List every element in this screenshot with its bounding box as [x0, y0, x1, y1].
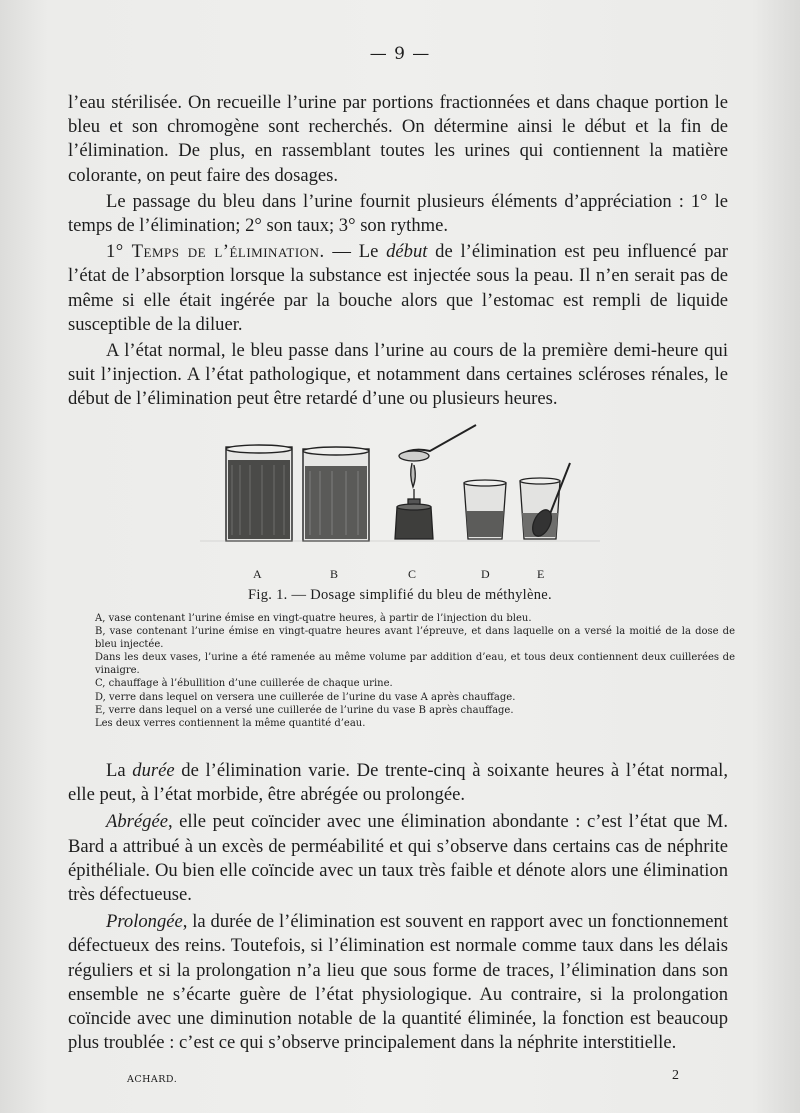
duree-start: La	[106, 760, 133, 781]
legend-line-d: D, verre dans lequel on versera une cuillerée de l’urine du vase A après chauffage.	[95, 691, 516, 703]
legend-line-vases: Dans les deux vases, l’urine a été ramenée au même volume par addition d’eau, et tous deux contiennent deux cuillerées de vinaigre.	[95, 652, 735, 677]
section-dash: — Le	[324, 241, 387, 263]
figure-caption: Fig. 1. — Dosage simplifié du bleu de méthylène.	[248, 587, 552, 603]
vase-b	[303, 447, 369, 541]
figure-illustration	[0, 415, 800, 590]
legend-line-verres: Les deux verres contiennent la même quantité d’eau.	[95, 717, 366, 729]
paragraph-passage: Le passage du bleu dans l’urine fournit plusieurs éléments d’appréciation : 1° le temps de l’élimination; 2° son taux; 3° son rythme.	[68, 190, 728, 237]
footer-signature-mark: 2	[672, 1068, 679, 1083]
body-text-bottom	[68, 759, 728, 1055]
section-rest: de l’élimination est peu influencé par l’état de l’absorption lorsque la substance est injectée sous la peau. Il n’en serait pas de même si elle était ingérée par la bouche alors que l’estomac est rempli de liquide susceptible de la diluer.	[68, 241, 728, 335]
paragraph-duree	[68, 759, 728, 807]
prolongee-rest: , la durée de l’élimination est souvent en rapport avec un fonctionnement défectueux des reins. Toutefois, si l’élimination est normale comme taux dans les délais réguliers et si la prolongation n’a lieu que sous forme de traces, l’élimination dans son ensemble ne s’écarte guère de l’état physiologique. Au contraire, si la prolongation coïncide avec une diminution notable de la quantité éliminée, la fonction est beaucoup plus troublée : c’est ce qui s’observe principalement dans la néphrite interstitielle.	[68, 911, 728, 1054]
vase-a	[226, 445, 292, 541]
legend-line-e: E, verre dans lequel on a versé une cuillerée de l’urine du vase B après chauffage.	[95, 704, 514, 716]
body-text-top	[68, 91, 728, 412]
prolongee-emph: Prolongée	[106, 911, 183, 933]
section-heading: 1° Temps de l’élimination.	[106, 241, 325, 263]
figure-legend	[95, 612, 735, 730]
figure-label-a: A	[253, 567, 262, 581]
abregee-rest: , elle peut coïncider avec une élimination abondante : c’est l’état que M. Bard a attribué à un excès de perméabilité et qui s’observe dans certains cas de néphrite épithéliale. Ou bien elle coïncide avec un taux très faible et dénote alors une élimination très défectueuse.	[68, 811, 728, 906]
duree-rest: de l’élimination varie. De trente-cinq à soixante heures à l’état normal, elle peut, à l’état morbide, être abrégée ou prolongée.	[68, 760, 728, 806]
footer-author: ACHARD.	[127, 1074, 178, 1085]
duree-emph: durée	[132, 760, 175, 781]
glass-d	[464, 480, 506, 539]
figure-label-d: D	[481, 567, 490, 581]
legend-line-c: C, chauffage à l’ébullition d’une cuillerée de chaque urine.	[95, 678, 393, 690]
legend-line-a: A, vase contenant l’urine émise en vingt-quatre heures, à partir de l’injection du bleu.	[95, 613, 532, 624]
paragraph-abregee	[68, 810, 728, 907]
page-number: — 9 —	[369, 44, 431, 64]
glass-e	[520, 463, 570, 539]
paragraph-temps	[68, 240, 728, 337]
abregee-emph: Abrégée	[106, 811, 168, 833]
figure-label-e: E	[537, 567, 545, 581]
figure-label-c: C	[408, 567, 417, 581]
paragraph-sterilisee: l’eau stérilisée. On recueille l’urine par portions fractionnées et dans chaque portion le bleu et son chromogène sont recherchés. On détermine ainsi le début et la fin de l’élimination. De plus, en rassemblant toutes les urines qui contiennent la matière colorante, on peut faire des dosages.	[68, 92, 728, 186]
paragraph-prolongee	[68, 910, 728, 1055]
paragraph-etat-normal: A l’état normal, le bleu passe dans l’urine au cours de la première demi-heure qui suit l’injection. A l’état pathologique, et notamment dans certaines scléroses rénales, le début de l’élimination peut être retardé d’une ou plusieurs heures.	[68, 340, 728, 410]
section-emph: début	[386, 241, 428, 263]
figure-1	[0, 415, 800, 590]
figure-label-b: B	[330, 567, 339, 581]
legend-line-b: B, vase contenant l’urine émise en vingt-quatre heures avant l’épreuve, et dans laquelle on a versé la moitié de la dose de bleu injectée.	[95, 626, 735, 651]
